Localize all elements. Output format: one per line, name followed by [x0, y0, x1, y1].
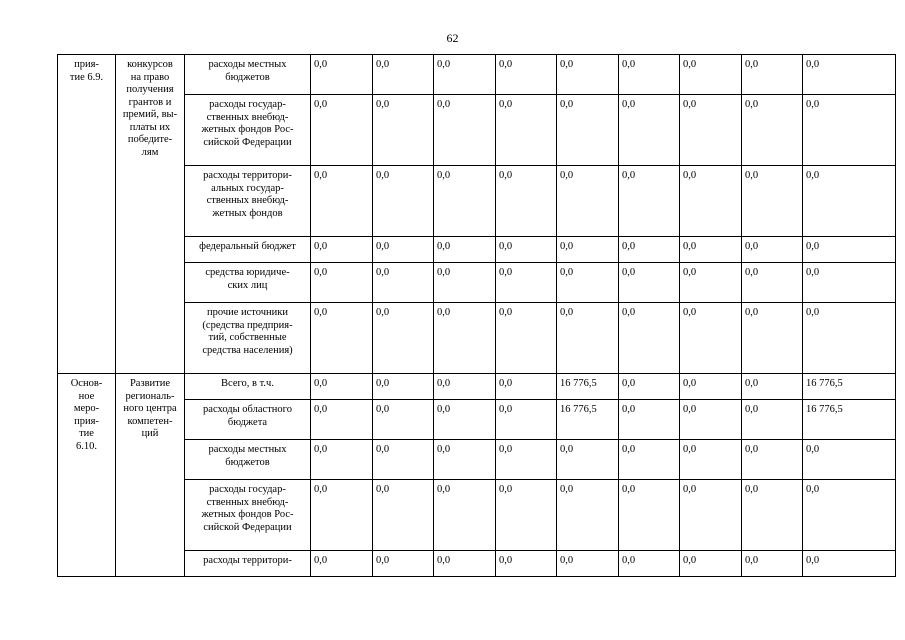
value-cell: 0,0: [742, 440, 803, 480]
value-cell: 0,0: [557, 480, 619, 551]
value-cell: 0,0: [496, 480, 557, 551]
value-cell: 0,0: [373, 95, 434, 166]
value-cell: 0,0: [434, 263, 496, 303]
value-cell: 0,0: [619, 480, 680, 551]
value-cell: 0,0: [803, 166, 896, 237]
funding-source-cell: федеральный бюджет: [185, 237, 311, 263]
value-cell: 0,0: [680, 237, 742, 263]
value-cell: 0,0: [619, 551, 680, 577]
value-cell: 0,0: [311, 480, 373, 551]
value-cell: 0,0: [680, 263, 742, 303]
value-cell: 0,0: [680, 480, 742, 551]
value-cell: 0,0: [742, 480, 803, 551]
value-cell: 0,0: [557, 303, 619, 374]
value-cell: 0,0: [434, 303, 496, 374]
value-cell: 0,0: [496, 400, 557, 440]
value-cell: 0,0: [311, 166, 373, 237]
measure-number-cell: Основ- ное меро- прия- тие 6.10.: [58, 374, 116, 577]
value-cell: 0,0: [434, 480, 496, 551]
value-cell: 0,0: [680, 551, 742, 577]
value-cell: 0,0: [742, 55, 803, 95]
value-cell: 0,0: [373, 237, 434, 263]
value-cell: 0,0: [496, 374, 557, 400]
value-cell: 0,0: [311, 303, 373, 374]
value-cell: 0,0: [742, 95, 803, 166]
value-cell: 0,0: [373, 303, 434, 374]
value-cell: 0,0: [496, 95, 557, 166]
value-cell: 0,0: [373, 440, 434, 480]
value-cell: 0,0: [680, 374, 742, 400]
value-cell: 0,0: [434, 95, 496, 166]
value-cell: 16 776,5: [803, 374, 896, 400]
value-cell: 0,0: [680, 400, 742, 440]
value-cell: 0,0: [311, 263, 373, 303]
value-cell: 0,0: [742, 374, 803, 400]
value-cell: 0,0: [680, 95, 742, 166]
measure-name-cell: Развитие региональ- ного центра компетен- ций: [116, 374, 185, 577]
funding-source-cell: прочие источники (средства предприя- тий, собственные средства населения): [185, 303, 311, 374]
measure-name-cell: конкурсов на право получения грантов и премий, вы- платы их победите- лям: [116, 55, 185, 374]
value-cell: 0,0: [311, 55, 373, 95]
value-cell: 0,0: [434, 440, 496, 480]
value-cell: 0,0: [434, 374, 496, 400]
value-cell: 0,0: [557, 95, 619, 166]
value-cell: 0,0: [311, 440, 373, 480]
value-cell: 0,0: [803, 480, 896, 551]
value-cell: 0,0: [619, 303, 680, 374]
value-cell: 0,0: [742, 551, 803, 577]
funding-source-cell: расходы территори- альных государ- ственных внебюд- жетных фондов: [185, 166, 311, 237]
value-cell: 16 776,5: [557, 400, 619, 440]
value-cell: 0,0: [557, 166, 619, 237]
value-cell: 0,0: [311, 95, 373, 166]
value-cell: 0,0: [434, 400, 496, 440]
value-cell: 16 776,5: [557, 374, 619, 400]
value-cell: 0,0: [803, 55, 896, 95]
page-number: 62: [446, 31, 459, 45]
value-cell: 0,0: [373, 480, 434, 551]
measure-number-cell: прия- тие 6.9.: [58, 55, 116, 374]
value-cell: 0,0: [557, 55, 619, 95]
value-cell: 0,0: [742, 400, 803, 440]
value-cell: 0,0: [557, 551, 619, 577]
value-cell: 0,0: [557, 440, 619, 480]
value-cell: 0,0: [373, 166, 434, 237]
funding-source-cell: расходы областного бюджета: [185, 400, 311, 440]
value-cell: 0,0: [803, 440, 896, 480]
value-cell: 0,0: [742, 166, 803, 237]
value-cell: 0,0: [742, 263, 803, 303]
value-cell: 0,0: [496, 55, 557, 95]
value-cell: 0,0: [311, 551, 373, 577]
funding-source-cell: расходы государ- ственных внебюд- жетных фондов Рос- сийской Федерации: [185, 480, 311, 551]
value-cell: 0,0: [496, 263, 557, 303]
value-cell: 0,0: [680, 440, 742, 480]
value-cell: 0,0: [803, 263, 896, 303]
value-cell: 0,0: [619, 95, 680, 166]
table-row: [58, 55, 896, 95]
value-cell: 0,0: [680, 55, 742, 95]
funding-source-cell: расходы местных бюджетов: [185, 440, 311, 480]
value-cell: 0,0: [742, 237, 803, 263]
value-cell: 16 776,5: [803, 400, 896, 440]
value-cell: 0,0: [311, 237, 373, 263]
value-cell: 0,0: [373, 55, 434, 95]
funding-source-cell: расходы территори-: [185, 551, 311, 577]
value-cell: 0,0: [434, 55, 496, 95]
value-cell: 0,0: [373, 400, 434, 440]
value-cell: 0,0: [434, 166, 496, 237]
funding-source-cell: средства юридиче- ских лиц: [185, 263, 311, 303]
value-cell: 0,0: [619, 55, 680, 95]
value-cell: 0,0: [742, 303, 803, 374]
budget-table: [57, 54, 896, 577]
value-cell: 0,0: [803, 95, 896, 166]
funding-source-cell: Всего, в т.ч.: [185, 374, 311, 400]
value-cell: 0,0: [557, 237, 619, 263]
value-cell: 0,0: [434, 551, 496, 577]
value-cell: 0,0: [373, 263, 434, 303]
value-cell: 0,0: [619, 166, 680, 237]
value-cell: 0,0: [434, 237, 496, 263]
value-cell: 0,0: [496, 440, 557, 480]
value-cell: 0,0: [680, 166, 742, 237]
value-cell: 0,0: [619, 237, 680, 263]
value-cell: 0,0: [619, 374, 680, 400]
value-cell: 0,0: [311, 374, 373, 400]
funding-source-cell: расходы местных бюджетов: [185, 55, 311, 95]
funding-source-cell: расходы государ- ственных внебюд- жетных фондов Рос- сийской Федерации: [185, 95, 311, 166]
value-cell: 0,0: [373, 374, 434, 400]
value-cell: 0,0: [803, 551, 896, 577]
value-cell: 0,0: [619, 263, 680, 303]
value-cell: 0,0: [680, 303, 742, 374]
table-row: [58, 374, 896, 400]
value-cell: 0,0: [496, 166, 557, 237]
value-cell: 0,0: [619, 440, 680, 480]
value-cell: 0,0: [619, 400, 680, 440]
value-cell: 0,0: [311, 400, 373, 440]
value-cell: 0,0: [557, 263, 619, 303]
value-cell: 0,0: [373, 551, 434, 577]
value-cell: 0,0: [496, 551, 557, 577]
value-cell: 0,0: [496, 303, 557, 374]
value-cell: 0,0: [803, 237, 896, 263]
value-cell: 0,0: [496, 237, 557, 263]
value-cell: 0,0: [803, 303, 896, 374]
